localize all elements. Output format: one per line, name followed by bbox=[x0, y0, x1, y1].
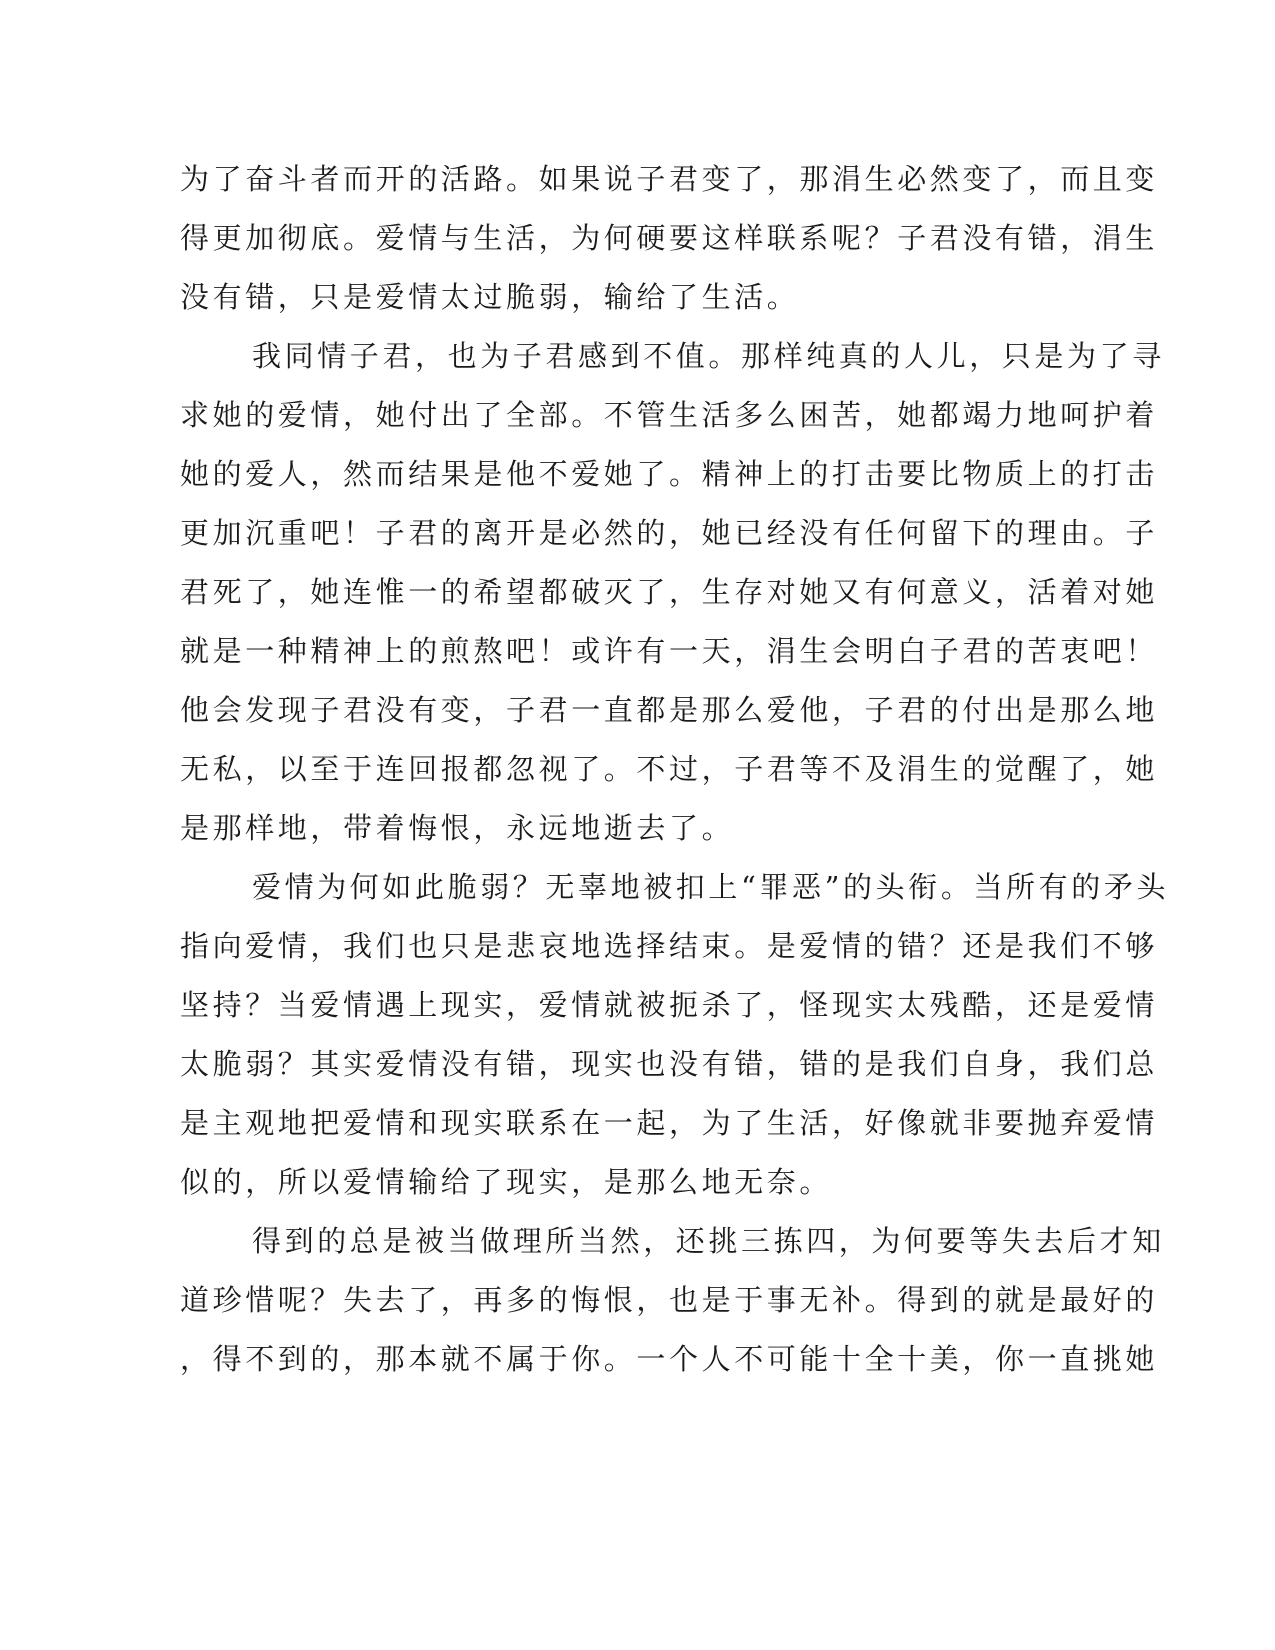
text-line: 更加沉重吧！子君的离开是必然的，她已经没有任何留下的理由。子 bbox=[180, 516, 1159, 550]
text-line: 爱情为何如此脆弱？无辜地被扣上“罪恶”的头衔。当所有的矛头 bbox=[252, 870, 1170, 904]
document-body bbox=[180, 150, 1170, 1389]
text-line: 君死了，她连惟一的希望都破灭了，生存对她又有何意义，活着对她 bbox=[180, 575, 1159, 609]
text-line: 得到的总是被当做理所当然，还挑三拣四，为何要等失去后才知 bbox=[252, 1224, 1165, 1258]
text-line: 似的，所以爱情输给了现实，是那么地无奈。 bbox=[180, 1165, 833, 1199]
text-line: 为了奋斗者而开的活路。如果说子君变了，那涓生必然变了，而且变 bbox=[180, 162, 1159, 196]
paragraph-1 bbox=[180, 150, 1159, 327]
text-line: 我同情子君，也为子君感到不值。那样纯真的人儿，只是为了寻 bbox=[252, 339, 1165, 373]
text-line: 就是一种精神上的煎熬吧！或许有一天，涓生会明白子君的苦衷吧！ bbox=[180, 634, 1159, 668]
text-line: 没有错，只是爱情太过脆弱，输给了生活。 bbox=[180, 280, 800, 314]
text-line: 无私，以至于连回报都忽视了。不过，子君等不及涓生的觉醒了，她 bbox=[180, 752, 1159, 786]
text-line: 指向爱情，我们也只是悲哀地选择结束。是爱情的错？还是我们不够 bbox=[180, 929, 1159, 963]
text-line: 他会发现子君没有变，子君一直都是那么爱他，子君的付出是那么地 bbox=[180, 693, 1159, 727]
text-line: 太脆弱？其实爱情没有错，现实也没有错，错的是我们自身，我们总 bbox=[180, 1047, 1159, 1081]
text-line: 道珍惜呢？失去了，再多的悔恨，也是于事无补。得到的就是最好的 bbox=[180, 1283, 1159, 1317]
text-line: ，得不到的，那本就不属于你。一个人不可能十全十美，你一直挑她 bbox=[180, 1342, 1159, 1376]
paragraph-3 bbox=[180, 858, 1170, 1212]
text-line: 得更加彻底。爱情与生活，为何硬要这样联系呢？子君没有错，涓生 bbox=[180, 221, 1159, 255]
text-line: 坚持？当爱情遇上现实，爱情就被扼杀了，怪现实太残酷，还是爱情 bbox=[180, 988, 1159, 1022]
text-line: 求她的爱情，她付出了全部。不管生活多么困苦，她都竭力地呵护着 bbox=[180, 398, 1159, 432]
text-line: 她的爱人，然而结果是他不爱她了。精神上的打击要比物质上的打击 bbox=[180, 457, 1159, 491]
text-line: 是那样地，带着悔恨，永远地逝去了。 bbox=[180, 811, 735, 845]
paragraph-2 bbox=[180, 327, 1165, 858]
paragraph-4 bbox=[180, 1212, 1165, 1389]
text-line: 是主观地把爱情和现实联系在一起，为了生活，好像就非要抛弃爱情 bbox=[180, 1106, 1159, 1140]
